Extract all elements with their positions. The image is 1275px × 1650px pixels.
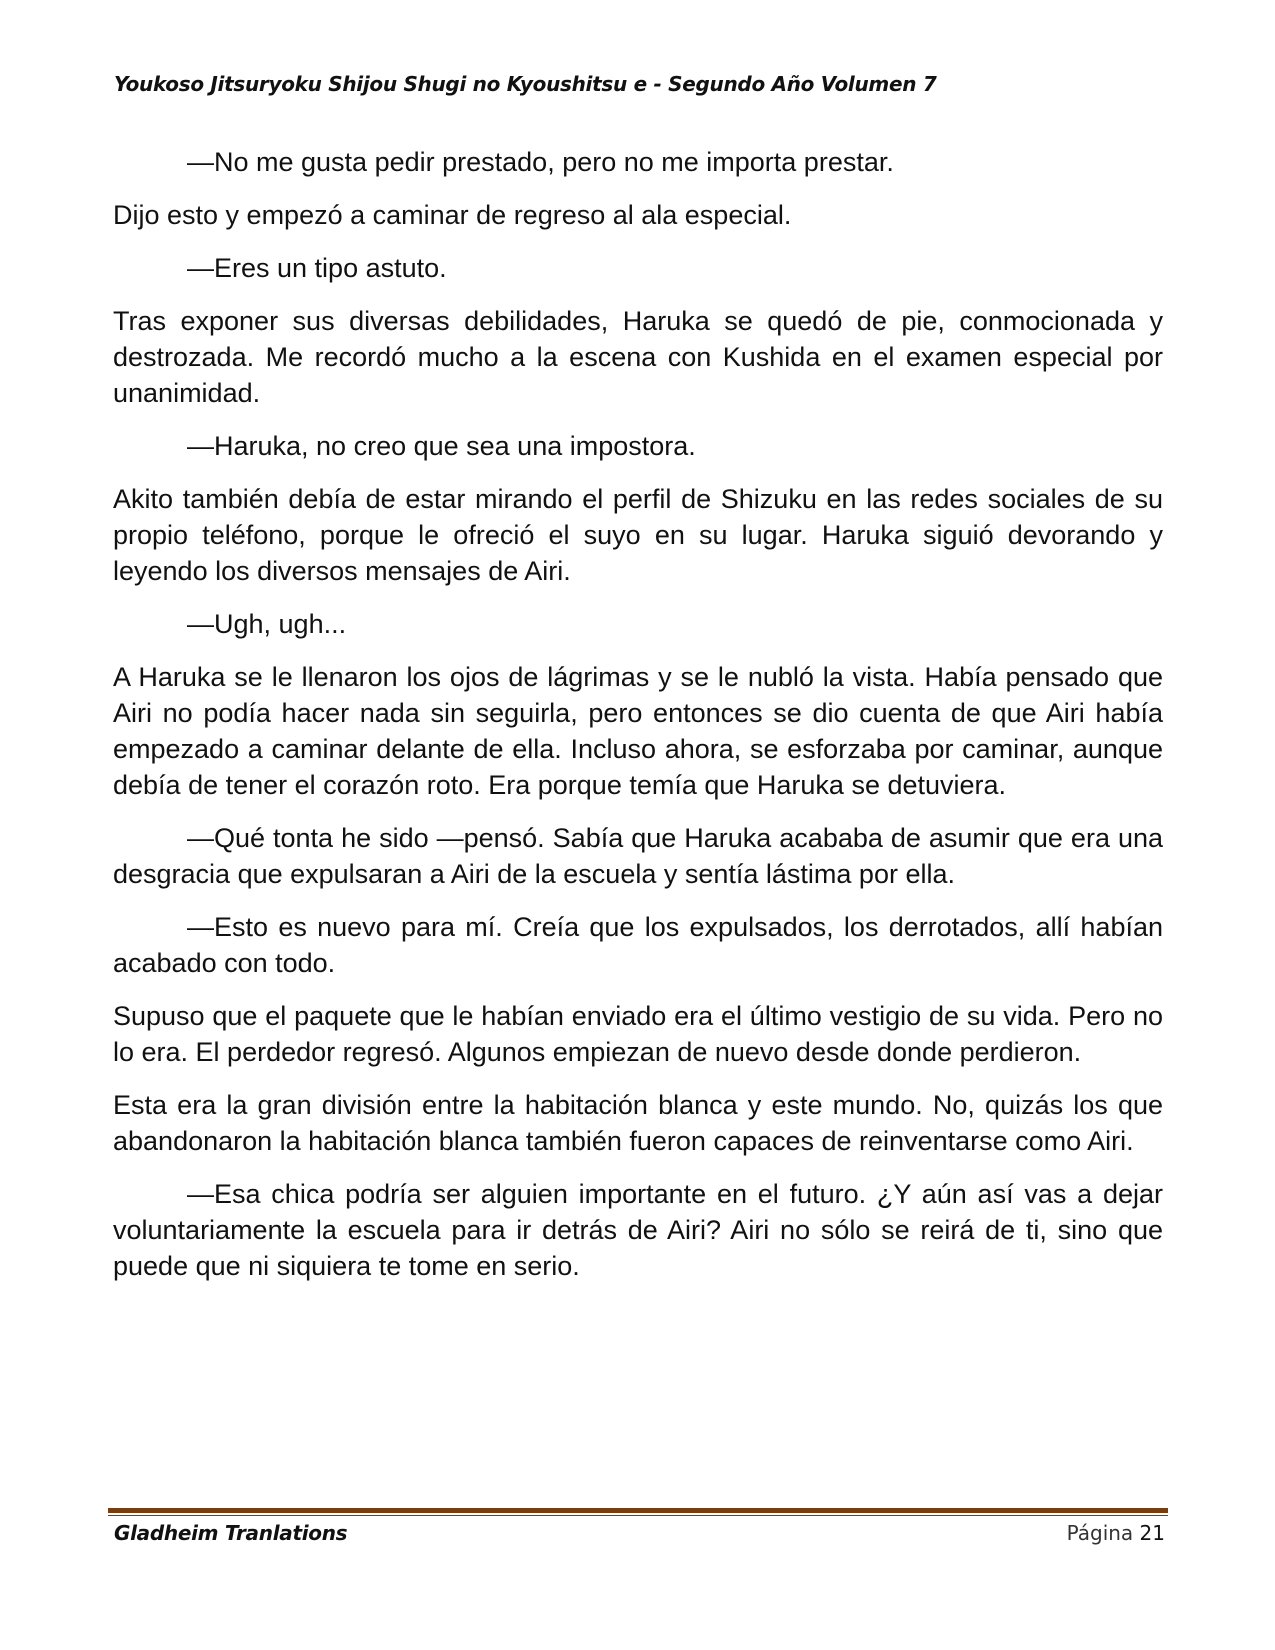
paragraph-9: —Qué tonta he sido —pensó. Sabía que Haruka acababa de asumir que era una desgracia que expulsaran a Airi de la escuela y sentía lástima por ella. <box>113 823 1163 889</box>
paragraph-1: —No me gusta pedir prestado, pero no me importa prestar. <box>187 147 894 177</box>
footer-rule-thin <box>108 1515 1168 1516</box>
paragraph-10: —Esto es nuevo para mí. Creía que los expulsados, los derrotados, allí habían acabado con todo. <box>113 912 1163 978</box>
paragraph-5: —Haruka, no creo que sea una impostora. <box>187 431 696 461</box>
paragraph-7: —Ugh, ugh... <box>187 609 347 639</box>
running-header: Youkoso Jitsuryoku Shijou Shugi no Kyoushitsu e - Segundo Año Volumen 7 <box>114 72 937 96</box>
paragraph-12: Esta era la gran división entre la habitación blanca y este mundo. No, quizás los que abandonaron la habitación blanca también fueron capaces de reinventarse como Airi. <box>113 1090 1163 1156</box>
footer-rule-thick <box>108 1508 1168 1513</box>
footer-page-number: 21 <box>1139 1521 1165 1545</box>
footer-publisher: Gladheim Tranlations <box>114 1521 348 1545</box>
body-text <box>113 144 1163 1301</box>
footer-page-label: Página <box>1066 1521 1134 1545</box>
paragraph-3: —Eres un tipo astuto. <box>187 253 447 283</box>
footer-rule <box>108 1508 1168 1517</box>
paragraph-4: Tras exponer sus diversas debilidades, Haruka se quedó de pie, conmocionada y destrozada. Me recordó mucho a la escena con Kushida en el examen especial por unanimidad. <box>113 306 1163 408</box>
paragraph-13: —Esa chica podría ser alguien importante en el futuro. ¿Y aún así vas a dejar voluntariamente la escuela para ir detrás de Airi? Airi no sólo se reirá de ti, sino que puede que ni siquiera te tome en serio. <box>113 1179 1163 1281</box>
paragraph-8: A Haruka se le llenaron los ojos de lágrimas y se le nubló la vista. Había pensado que Airi no podía hacer nada sin seguirla, pero entonces se dio cuenta de que Airi había empezado a caminar delante de ella. Incluso ahora, se esforzaba por caminar, aunque debía de tener el corazón roto. Era porque temía que Haruka se detuviera. <box>113 662 1163 800</box>
footer-page-indicator <box>1067 1521 1165 1545</box>
paragraph-6: Akito también debía de estar mirando el perfil de Shizuku en las redes sociales de su propio teléfono, porque le ofreció el suyo en su lugar. Haruka siguió devorando y leyendo los diversos mensajes de Airi. <box>113 484 1163 586</box>
paragraph-2: Dijo esto y empezó a caminar de regreso al ala especial. <box>113 200 792 230</box>
paragraph-11: Supuso que el paquete que le habían enviado era el último vestigio de su vida. Pero no lo era. El perdedor regresó. Algunos empiezan de nuevo desde donde perdieron. <box>113 1001 1163 1067</box>
